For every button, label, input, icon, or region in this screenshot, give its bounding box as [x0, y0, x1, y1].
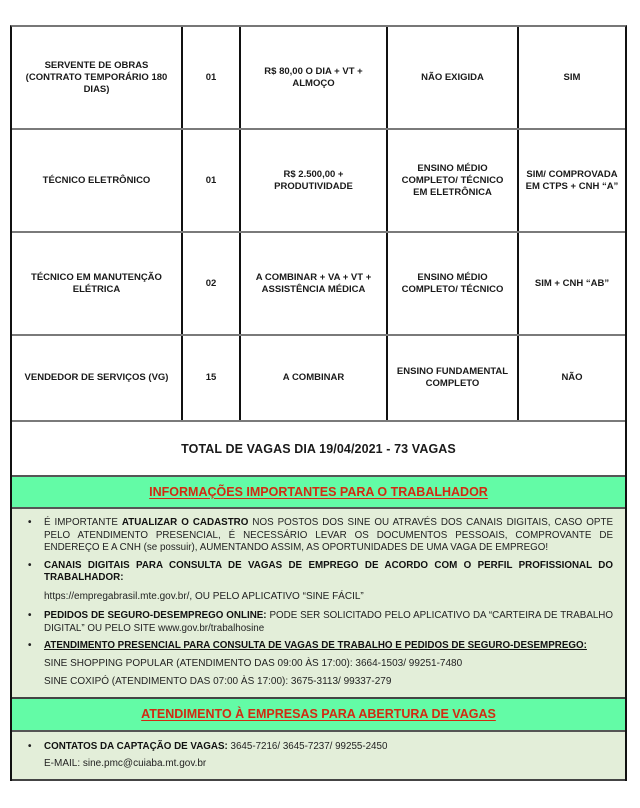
bullet-icon: • [28, 640, 32, 651]
salary-cell: R$ 2.500,00 + PRODUTIVIDADE [240, 129, 387, 232]
company-service-title: ATENDIMENTO À EMPRESAS PARA ABERTURA DE VAGAS [141, 707, 496, 721]
job-listing-document [10, 25, 627, 781]
sine-shopping-popular: SINE SHOPPING POPULAR (ATENDIMENTO DAS 09:00 ÀS 17:00): 3664-1503/ 99251-7480 [44, 657, 463, 669]
bullet-icon: • [28, 740, 32, 752]
table-row [12, 27, 625, 129]
worker-info-header [12, 477, 625, 509]
salary-cell: A COMBINAR [240, 335, 387, 421]
job-title-cell: TÉCNICO EM MANUTENÇÃO ELÉTRICA [12, 232, 182, 335]
total-vacancies: TOTAL DE VAGAS DIA 19/04/2021 - 73 VAGAS [12, 422, 625, 477]
info-item-update-registration: • É IMPORTANTE ATUALIZAR O CADASTRO NOS POSTOS DOS SINE OU ATRAVÉS DOS CANAIS DIGITAIS, CASO OPTE PELO ATENDIMENTO PRESENCIAL, É NECESSÁRIO LEVAR OS DOCUMENTOS PESSOAIS, COMPROVANTE DE ENDEREÇO E A CNH (se possuir), AUMENTANDO ASSIM, AS OPORTUNIDADES DE UMA VAGA DE EMPREGO! [28, 517, 613, 553]
info-item-in-person-service: • ATENDIMENTO PRESENCIAL PARA CONSULTA DE VAGAS DE TRABALHO E PEDIDOS DE SEGURO-DESEMPREGO: [28, 640, 587, 651]
table-row [12, 335, 625, 421]
vacancies-cell: 01 [182, 129, 240, 232]
jobs-table [12, 27, 625, 422]
vacancies-cell: 01 [182, 27, 240, 129]
job-title-cell: TÉCNICO ELETRÔNICO [12, 129, 182, 232]
experience-cell: NÃO [518, 335, 625, 421]
contacts-item: • CONTATOS DA CAPTAÇÃO DE VAGAS: 3645-7216/ 3645-7237/ 99255-2450 [28, 740, 388, 752]
experience-cell: SIM [518, 27, 625, 129]
digital-channels-link[interactable]: https://empregabrasil.mte.gov.br/, OU PELO APLICATIVO “SINE FÁCIL” [44, 590, 364, 602]
sine-coxipo: SINE COXIPÓ (ATENDIMENTO DAS 07:00 ÀS 17:00): 3675-3113/ 99337-279 [44, 676, 392, 687]
job-title-cell: SERVENTE DE OBRAS (CONTRATO TEMPORÁRIO 180 DIAS) [12, 27, 182, 129]
table-row [12, 129, 625, 232]
salary-cell: R$ 80,00 O DIA + VT + ALMOÇO [240, 27, 387, 129]
bullet-icon: • [28, 517, 32, 528]
education-cell: NÃO EXIGIDA [387, 27, 518, 129]
vacancies-cell: 02 [182, 232, 240, 335]
education-cell: ENSINO FUNDAMENTAL COMPLETO [387, 335, 518, 421]
education-cell: ENSINO MÉDIO COMPLETO/ TÉCNICO EM ELETRÔNICA [387, 129, 518, 232]
company-contacts-section [12, 732, 625, 781]
info-item-digital-channels: • CANAIS DIGITAIS PARA CONSULTA DE VAGAS DE EMPREGO DE ACORDO COM O PERFIL PROFISSIONAL DO TRABALHADOR: [28, 559, 613, 583]
experience-cell: SIM + CNH “AB” [518, 232, 625, 335]
info-item-unemployment-insurance: • PEDIDOS DE SEGURO-DESEMPREGO ONLINE: PODE SER SOLICITADO PELO APLICATIVO DA “CARTEIRA DE TRABALHO DIGITAL” OU PELO SITE www.gov.br/trabalhosine [28, 610, 613, 634]
bullet-icon: • [28, 559, 32, 571]
education-cell: ENSINO MÉDIO COMPLETO/ TÉCNICO [387, 232, 518, 335]
experience-cell: SIM/ COMPROVADA EM CTPS + CNH “A” [518, 129, 625, 232]
salary-cell: A COMBINAR + VA + VT + ASSISTÊNCIA MÉDICA [240, 232, 387, 335]
worker-info-title: INFORMAÇÕES IMPORTANTES PARA O TRABALHADOR [149, 485, 488, 499]
contact-email[interactable]: E-MAIL: sine.pmc@cuiaba.mt.gov.br [44, 758, 207, 769]
table-row [12, 232, 625, 335]
worker-info-section [12, 509, 625, 699]
vacancies-cell: 15 [182, 335, 240, 421]
company-service-header [12, 699, 625, 732]
bullet-icon: • [28, 610, 32, 621]
job-title-cell: VENDEDOR DE SERVIÇOS (VG) [12, 335, 182, 421]
